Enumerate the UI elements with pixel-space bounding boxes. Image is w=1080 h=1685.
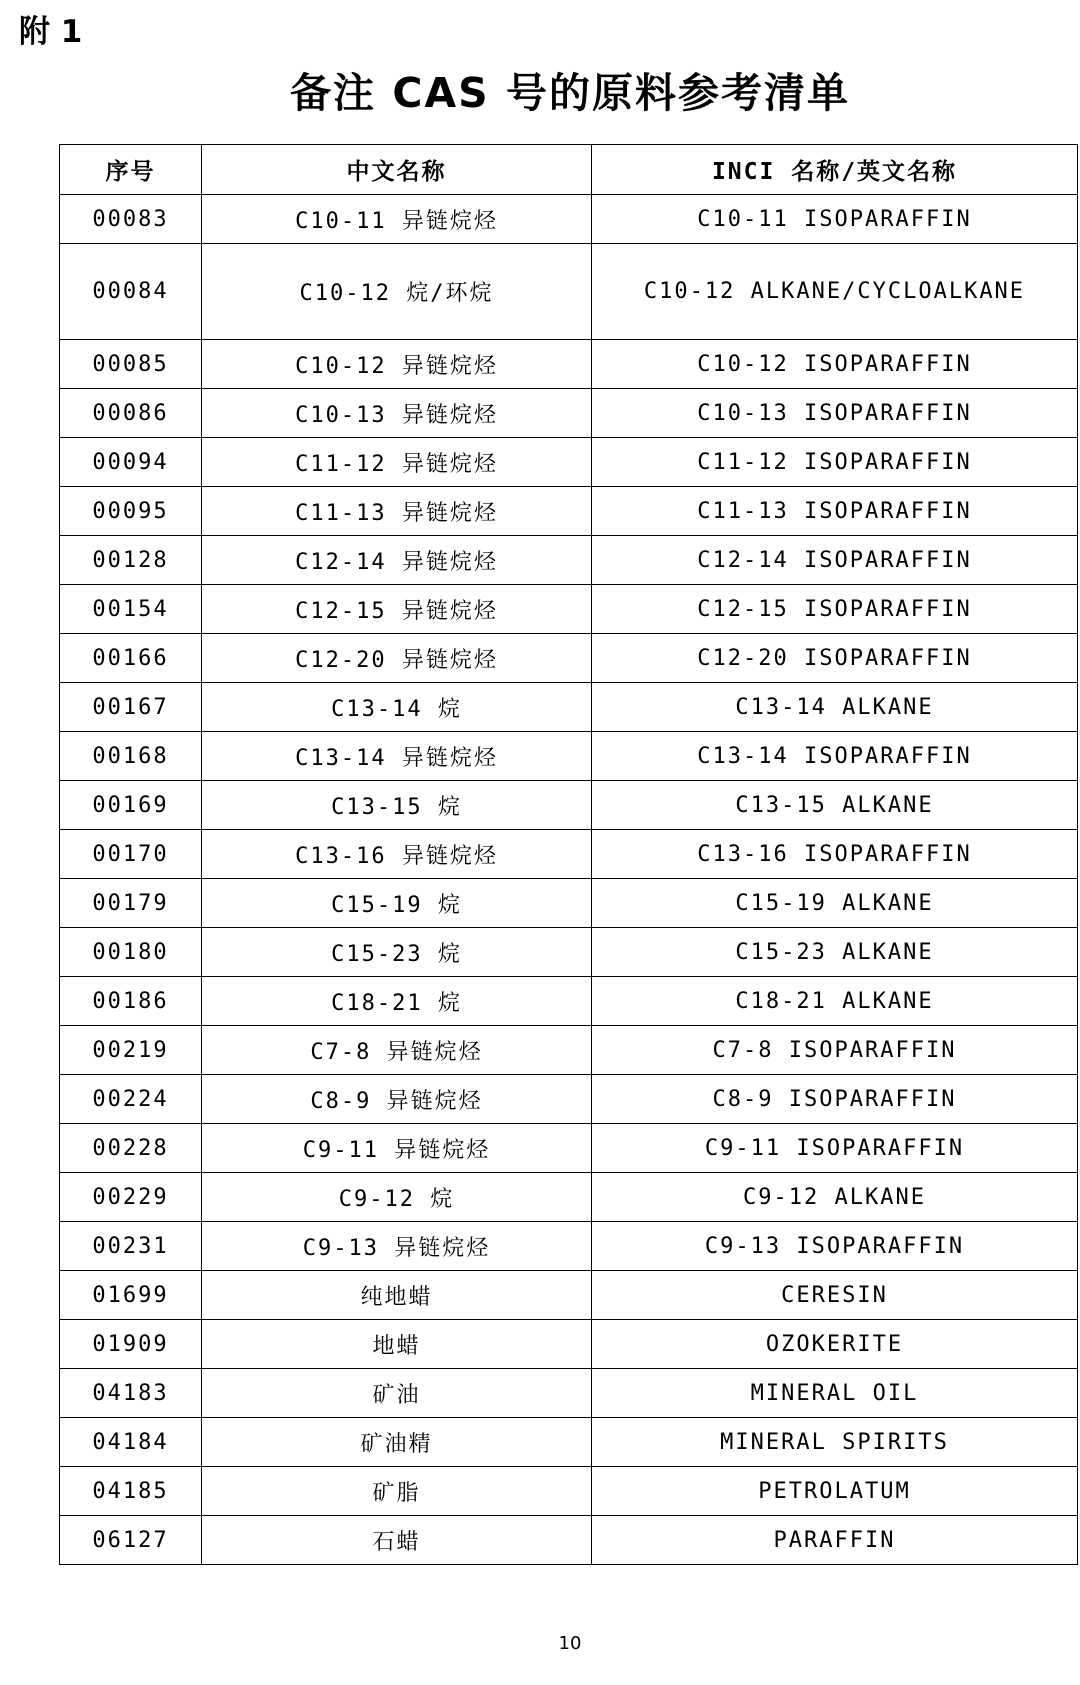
cell-serial-number: 04183 [60, 1369, 202, 1418]
table-row [60, 1369, 1078, 1418]
cell-serial-number: 00083 [60, 195, 202, 244]
cell-inci-english-name: C18-21 ALKANE [592, 977, 1078, 1026]
cell-chinese-name: 石蜡 [202, 1516, 592, 1565]
cell-serial-number: 00095 [60, 487, 202, 536]
cell-inci-english-name: C13-16 ISOPARAFFIN [592, 830, 1078, 879]
cell-chinese-name: 矿油精 [202, 1418, 592, 1467]
cell-inci-english-name: PETROLATUM [592, 1467, 1078, 1516]
table-header [60, 145, 1078, 195]
cell-serial-number: 00084 [60, 244, 202, 340]
cell-serial-number: 00094 [60, 438, 202, 487]
table-row [60, 1271, 1078, 1320]
table-row [60, 438, 1078, 487]
cell-chinese-name: C12-20 异链烷烃 [202, 634, 592, 683]
cell-chinese-name: C9-12 烷 [202, 1173, 592, 1222]
cell-serial-number: 00168 [60, 732, 202, 781]
cell-chinese-name: C10-12 异链烷烃 [202, 340, 592, 389]
cell-inci-english-name: C7-8 ISOPARAFFIN [592, 1026, 1078, 1075]
table-row [60, 683, 1078, 732]
cell-inci-english-name: CERESIN [592, 1271, 1078, 1320]
header-serial-number: 序号 [60, 145, 202, 195]
cell-inci-english-name: PARAFFIN [592, 1516, 1078, 1565]
cell-inci-english-name: MINERAL OIL [592, 1369, 1078, 1418]
header-chinese-name: 中文名称 [202, 145, 592, 195]
cell-serial-number: 04185 [60, 1467, 202, 1516]
cell-chinese-name: C13-14 烷 [202, 683, 592, 732]
cell-inci-english-name: C10-12 ALKANE/CYCLOALKANE [592, 244, 1078, 340]
annex-label: 附 1 [19, 14, 83, 50]
cell-inci-english-name: C9-12 ALKANE [592, 1173, 1078, 1222]
cell-chinese-name: C12-15 异链烷烃 [202, 585, 592, 634]
cell-chinese-name: C11-13 异链烷烃 [202, 487, 592, 536]
cell-chinese-name: C12-14 异链烷烃 [202, 536, 592, 585]
cell-inci-english-name: C12-20 ISOPARAFFIN [592, 634, 1078, 683]
header-inci-english-name: INCI 名称/英文名称 [592, 145, 1078, 195]
cell-chinese-name: C8-9 异链烷烃 [202, 1075, 592, 1124]
cell-inci-english-name: OZOKERITE [592, 1320, 1078, 1369]
cell-serial-number: 00169 [60, 781, 202, 830]
cell-chinese-name: C10-11 异链烷烃 [202, 195, 592, 244]
cell-serial-number: 06127 [60, 1516, 202, 1565]
cell-chinese-name: C11-12 异链烷烃 [202, 438, 592, 487]
cell-chinese-name: C15-19 烷 [202, 879, 592, 928]
cell-serial-number: 00085 [60, 340, 202, 389]
cell-serial-number: 00219 [60, 1026, 202, 1075]
table-row [60, 781, 1078, 830]
cell-inci-english-name: C9-11 ISOPARAFFIN [592, 1124, 1078, 1173]
cell-chinese-name: C10-12 烷/环烷 [202, 244, 592, 340]
cell-inci-english-name: C10-13 ISOPARAFFIN [592, 389, 1078, 438]
cell-serial-number: 00167 [60, 683, 202, 732]
table-row [60, 1222, 1078, 1271]
cell-inci-english-name: C12-14 ISOPARAFFIN [592, 536, 1078, 585]
cell-chinese-name: C13-16 异链烷烃 [202, 830, 592, 879]
cell-inci-english-name: C8-9 ISOPARAFFIN [592, 1075, 1078, 1124]
table-row [60, 1124, 1078, 1173]
table-row [60, 1075, 1078, 1124]
cell-inci-english-name: C9-13 ISOPARAFFIN [592, 1222, 1078, 1271]
table-row [60, 1467, 1078, 1516]
cell-chinese-name: C13-14 异链烷烃 [202, 732, 592, 781]
cell-inci-english-name: C13-15 ALKANE [592, 781, 1078, 830]
table-row [60, 340, 1078, 389]
cell-serial-number: 00179 [60, 879, 202, 928]
cell-chinese-name: C10-13 异链烷烃 [202, 389, 592, 438]
table-row [60, 879, 1078, 928]
table-row [60, 389, 1078, 438]
cas-ingredient-table [59, 144, 1078, 1565]
table-row [60, 585, 1078, 634]
cell-chinese-name: 矿油 [202, 1369, 592, 1418]
cell-serial-number: 00170 [60, 830, 202, 879]
table-row [60, 1026, 1078, 1075]
cell-inci-english-name: C10-12 ISOPARAFFIN [592, 340, 1078, 389]
cell-inci-english-name: C10-11 ISOPARAFFIN [592, 195, 1078, 244]
cell-chinese-name: C9-11 异链烷烃 [202, 1124, 592, 1173]
cell-serial-number: 00231 [60, 1222, 202, 1271]
cell-chinese-name: 地蜡 [202, 1320, 592, 1369]
cell-serial-number: 00086 [60, 389, 202, 438]
cell-serial-number: 00180 [60, 928, 202, 977]
cell-inci-english-name: C12-15 ISOPARAFFIN [592, 585, 1078, 634]
table-header-row [60, 145, 1078, 195]
cell-chinese-name: 纯地蜡 [202, 1271, 592, 1320]
cell-inci-english-name: C15-19 ALKANE [592, 879, 1078, 928]
table-row [60, 977, 1078, 1026]
cell-serial-number: 00128 [60, 536, 202, 585]
cell-chinese-name: C9-13 异链烷烃 [202, 1222, 592, 1271]
cell-inci-english-name: C13-14 ALKANE [592, 683, 1078, 732]
cell-chinese-name: 矿脂 [202, 1467, 592, 1516]
table-row [60, 487, 1078, 536]
cell-chinese-name: C18-21 烷 [202, 977, 592, 1026]
page-number: 10 [558, 1633, 582, 1654]
cell-serial-number: 00224 [60, 1075, 202, 1124]
cell-chinese-name: C13-15 烷 [202, 781, 592, 830]
cell-serial-number: 01909 [60, 1320, 202, 1369]
table-row [60, 536, 1078, 585]
table-row [60, 1418, 1078, 1467]
cell-inci-english-name: MINERAL SPIRITS [592, 1418, 1078, 1467]
table-row [60, 1516, 1078, 1565]
cell-inci-english-name: C11-13 ISOPARAFFIN [592, 487, 1078, 536]
cell-serial-number: 04184 [60, 1418, 202, 1467]
document-title: 备注 CAS 号的原料参考清单 [290, 69, 850, 117]
table-body [60, 195, 1078, 1565]
cell-serial-number: 00166 [60, 634, 202, 683]
table-row [60, 830, 1078, 879]
cell-chinese-name: C15-23 烷 [202, 928, 592, 977]
table-row [60, 195, 1078, 244]
table-row [60, 1320, 1078, 1369]
cell-chinese-name: C7-8 异链烷烃 [202, 1026, 592, 1075]
cell-serial-number: 00154 [60, 585, 202, 634]
cell-inci-english-name: C15-23 ALKANE [592, 928, 1078, 977]
cell-serial-number: 00228 [60, 1124, 202, 1173]
table-row [60, 732, 1078, 781]
cell-inci-english-name: C11-12 ISOPARAFFIN [592, 438, 1078, 487]
table-row [60, 928, 1078, 977]
cell-serial-number: 00186 [60, 977, 202, 1026]
table-row [60, 634, 1078, 683]
table-row [60, 1173, 1078, 1222]
table-row [60, 244, 1078, 340]
cell-serial-number: 00229 [60, 1173, 202, 1222]
cell-inci-english-name: C13-14 ISOPARAFFIN [592, 732, 1078, 781]
cell-serial-number: 01699 [60, 1271, 202, 1320]
